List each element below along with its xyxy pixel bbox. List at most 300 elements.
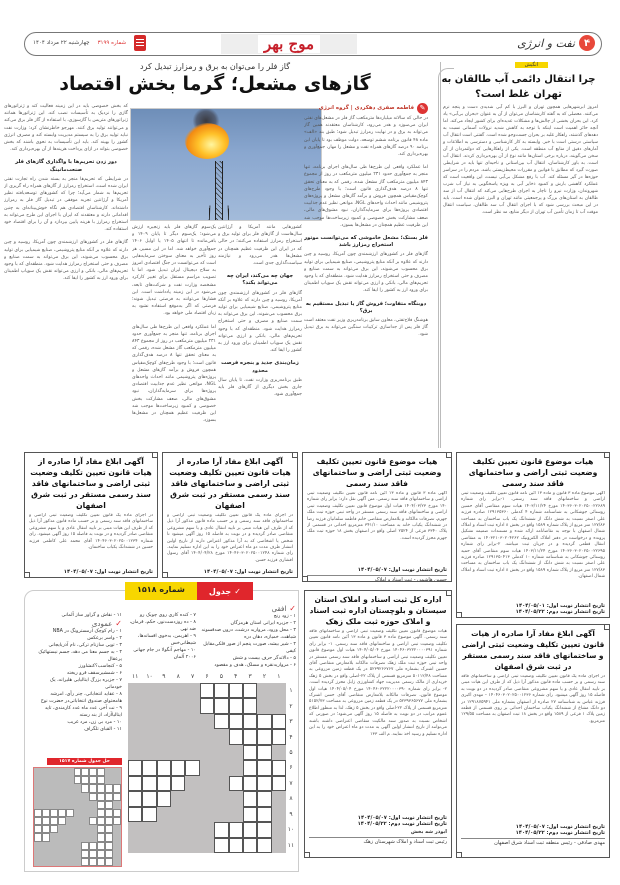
ad-body: هیات موضوع قانون تعیین تکلیف وضعیت ثبتی اراضی و ساختمانهای فاقد سند رسمی. آگهی موضوع ماده ۳ قانون و ماده ۱۳ آئین نامه قانون تعیین تکلیف وضعیت ثبتی اراضی و ساختمانهای فاقد سند رسمی. ۱- برابر رای شماره ۱۴۰۴۶۰۳۲۲۲۰۰۰۰۳۹۱ مورخ ۱۴۰۴/۰۵/۰۴ هیات اول موضوع قانون تعیین تکلیف وضعیت ثبتی اراضی و ساختمانهای فاقد سند رسمی مستقر در واحد ثبتی حوزه ثبت ملک زهک تصرفات مالکانه بلامعارض متقاضی آقای حسین اشترک بشماره ملی ۵۲۳۹۲۶۶۷۶۷ در یک قطعه زمین مزروعی به مساحت ۵۰۱۱۲/۴۸ مترمربع قسمتی از پلاک ۲۲-اصلی واقع در بخش ۵ زهک خریداری از مالک رسمی مدیریت جهاد کشاورزی زابل محرز گردیده است. ۲- برابر رای شماره ۱۴۰۴۶۰۳۲۲۲۰۰۰۰۳۹۰ مورخ ۱۴۰۴/۰۵/۰۴ هیات اول موضوع قانون، تصرفات مالکانه بلامعارض متقاضی آقای حسن اشترک بشماره ملی ۵۲۳۹۳۶۵۶۷۷ در یک قطعه زمین مزروعی به مساحت ۵۱۵۲/۷۳ مترمربع قسمتی از پلاک ۲۲-اصلی واقع در بخش ۵ زهک. لذا به منظور اطلاع عموم مراتب در دو نوبت به فاصله ۱۵ روز آگهی می‌شود؛ در صورتی که اشخاص نسبت به صدور سند مالکیت متقاضی اعتراضی داشته باشند می‌توانند از تاریخ انتشار اولین آگهی به مدت دو ماه اعتراض خود را به این اداره تسلیم و رسید اخذ نمایند. م الف ۱۳۳	[309, 629, 447, 737]
clue: ۲ - واسر برعکس	[87, 636, 122, 641]
grid-cell[interactable]	[229, 714, 243, 729]
solution-cell	[97, 817, 105, 825]
grid-block	[200, 807, 214, 822]
row-number: ۷	[289, 779, 293, 787]
solution-cell	[113, 833, 121, 841]
solution-cell	[74, 817, 82, 825]
grid-block	[214, 776, 228, 791]
grid-cell[interactable]	[142, 776, 156, 791]
solution-cell	[81, 833, 89, 841]
grid-cell[interactable]	[257, 776, 271, 791]
ad-title: آگهی ابلاغ مفاد آرا صادره از هیات قانون تعیین تکلیف وضعیت ثبتی اراضی و ساختمانهای فاقد سند رسمی مستقر در ثبت شرق اصفهان	[169, 457, 291, 510]
solution-title: حل جدول شماره ۱۵۱۷	[47, 758, 122, 765]
ad-date: تاریخ انتشار نوبت اول: ۱۴۰۴/۰۵/۰۷	[203, 569, 293, 575]
grid-block	[229, 791, 243, 806]
solution-cell	[81, 784, 89, 792]
grid-cell[interactable]	[229, 683, 243, 698]
author-name: فاطمه صفری دهکردی | گروه انرژی	[318, 104, 414, 111]
grid-cell[interactable]	[243, 838, 257, 853]
grid-cell[interactable]	[157, 791, 171, 806]
article-column-2	[218, 224, 302, 444]
row-number: ۶	[289, 764, 293, 772]
grid-cell[interactable]	[243, 698, 257, 713]
grid-block	[128, 745, 142, 760]
grid-cell[interactable]	[257, 714, 271, 729]
solution-cell	[42, 776, 50, 784]
section-name: نفت و انرژی	[517, 36, 575, 50]
grid-cell[interactable]	[272, 729, 286, 744]
opinion-body: امروز ابرشهرهایی همچون تهران و البرز با کم آبی شدیدی دست و پنجه نرم می‌کنند. معضلی که به گفته کارشناسان می‌توان از آن به عنوان «بحران بی‌آبی» یاد کرد. این بحران بخشی از چالش‌ها و مشکلات عدیده‌ای برای کشور ایجاد می‌کند. اما آنچه حائز اهمیت است اینکه با توجه به کاهش شدید نزولات آسمانی نسبت به دهه‌های گذشته، راهکار غلبه بر بحران جست‌وجو شده است. گفتنی است انتقال آب سیاستی درستی است با خبر. وابسته به کار کارشناسی و دسترسی به اطلاعات و آمارهای دقیق از منابع آب منطقه است. یکی از راهکارهایی که دولتمردان از آن سخن می‌گویند، درباره برخی استان‌ها مانند نوع از آن بهره‌برداری کردند. انتقال آب است. به باور کارشناسان، انتقال آب بین‌استانی و ناحیه‌ای تنها باید در شرایطی صورت گیرد که مطابق با قوانین و مقررات محیط‌زیستی باشد. مردم را در سراسر حوزه‌ها در گیر مسئله کند. آب با رفع مشکل بی‌آبی نیست، این واقعیت است که عملکرد کاهشی بارش و کمبود ذخایر آبی به ویژه پاسخگویی به نیاز آب شرب شهروندان، وزارت نیرو را ناچار به اجرای طرح‌هایی می‌کند که انتقال آب از سد طالقان به استان‌های بزرگ و پرجمعیتی مانند تهران و البرز عنوان شده است. باید در این مبحث بررسی شود که با اجرای انتقال آب سد طالقان، سیاست انتقال موقت آب تا زمان تأمین آب تهران از دیگر منابع، مد نظر است.	[443, 105, 598, 215]
grid-cell[interactable]	[243, 807, 257, 822]
solution-cell	[97, 858, 105, 866]
solution-cell	[34, 858, 42, 866]
ad-date: تاریخ انتشار نوبت اول: ۱۴۰۴/۰۵/۰۱	[515, 603, 605, 609]
column-number: ۹	[162, 673, 166, 680]
grid-block	[200, 760, 214, 775]
grid-block	[272, 698, 286, 713]
grid-block	[185, 776, 199, 791]
solution-cell	[42, 833, 50, 841]
clue: ۱ - رام کوچک آرمسترونگ در NBA	[52, 629, 122, 634]
grid-cell[interactable]	[128, 807, 142, 822]
grid-cell[interactable]	[229, 776, 243, 791]
clue: ۲ - جزیره ایرانی استان هرمزگان	[230, 621, 296, 626]
solution-cell	[105, 850, 113, 858]
grid-block	[185, 729, 199, 744]
grid-cell[interactable]	[157, 776, 171, 791]
solution-cell	[81, 768, 89, 776]
grid-cell[interactable]	[257, 760, 271, 775]
article-headline[interactable]: گازهای مشعل؛ گرما بخش اقتصاد	[59, 73, 371, 95]
article-column-3	[132, 224, 216, 444]
row-number: ۸	[289, 795, 293, 803]
solution-cell	[58, 833, 66, 841]
grid-block	[272, 838, 286, 853]
opinion-title[interactable]: چرا انتقال دائمی آب طالقان به تهران غلط است؟	[441, 74, 596, 100]
grid-cell[interactable]	[229, 838, 243, 853]
solution-cell	[113, 858, 121, 866]
solution-cell	[89, 833, 97, 841]
down-heading-label: عمودی	[91, 619, 113, 628]
solution-cell	[74, 784, 82, 792]
column-number: ۸	[176, 673, 180, 680]
solution-cell	[97, 825, 105, 833]
ad-date: تاریخ انتشار نوبت اول: ۱۴۰۴/۰۵/۰۷	[63, 569, 153, 575]
solution-cell	[34, 776, 42, 784]
pen-icon: ✎	[417, 103, 428, 114]
opinion-tag: انگیش	[515, 62, 548, 68]
ad-date: تاریخ انتشار نوبت اول: ۱۴۰۴/۰۵/۰۷	[357, 567, 447, 573]
grid-block	[171, 683, 185, 698]
grid-block	[157, 729, 171, 744]
grid-cell[interactable]	[200, 698, 214, 713]
pencil-icon: ✓	[234, 586, 241, 596]
grid-block	[157, 838, 171, 853]
solution-cell	[58, 842, 66, 850]
solution-cell	[66, 776, 74, 784]
solution-cell	[42, 842, 50, 850]
grid-cell[interactable]	[243, 776, 257, 791]
solution-cell	[97, 842, 105, 850]
grid-block	[200, 729, 214, 744]
solution-cell	[50, 793, 58, 801]
clue: ۸ - ده روزدست‌نور، حکم، فرمان، ضد نهی	[129, 620, 196, 632]
grid-cell[interactable]	[214, 714, 228, 729]
crossword-grid[interactable]	[128, 683, 286, 853]
solution-cell	[81, 842, 89, 850]
grid-block	[272, 745, 286, 760]
grid-block	[128, 729, 142, 744]
gas-flare-photo	[130, 108, 322, 221]
solution-cell	[66, 817, 74, 825]
grid-cell[interactable]	[142, 807, 156, 822]
crossword-tab[interactable]	[197, 582, 253, 600]
solution-cell	[113, 825, 121, 833]
grid-block	[185, 807, 199, 822]
ad-date: تاریخ انتشار نوبت اول: ۱۴۰۴/۰۵/۰۷	[515, 824, 605, 830]
grid-column-numbers	[128, 673, 286, 680]
solution-cell	[89, 858, 97, 866]
solution-cell	[50, 768, 58, 776]
solution-cell	[42, 850, 50, 858]
grid-cell[interactable]	[243, 745, 257, 760]
solution-cell	[74, 833, 82, 841]
article-paragraph: هوشنگ فلاح‌تفتی، معاون سابق برنامه‌ریزی وزیر نفت معتقد است گاز فلر پس از جداسازی ترکیبات سنگین می‌تواند به برق تبدیل شود.	[304, 318, 428, 338]
legal-ad-1	[456, 452, 610, 618]
solution-cell	[89, 784, 97, 792]
solution-cell	[81, 825, 89, 833]
solution-cell	[58, 850, 66, 858]
ad-body: در اجرای ماده یک قانون تعیین تکلیف وضعیت ثبتی اراضی و ساختمانهای فاقد سند رسمی و بر حسب ماده قانون مذکور آرا ذیل که از طرف این هیات مبنی بر تایید انتقال عادی و یا سهم مشروعی متقاضی صادر گردیده و در نوبت به فاصله ۱۵ روز آگهی میشود. رای شماره ۱۴۰۴۶۰۳۰۲۰۲۵۰۰۱۲۳۴ آقای محمد علی کاظمی فرزند حسین در ششدانگ یکباب ساختمان.	[29, 513, 153, 551]
grid-cell[interactable]	[257, 838, 271, 853]
grid-cell[interactable]	[214, 822, 228, 837]
grid-block	[185, 838, 199, 853]
grid-cell[interactable]	[142, 791, 156, 806]
grid-block	[272, 683, 286, 698]
solution-cell	[89, 817, 97, 825]
solution-cell	[74, 768, 82, 776]
solution-cell	[113, 801, 121, 809]
grid-cell[interactable]	[272, 714, 286, 729]
article-subhead: فلر بستک؛ مشعل خاموشی که می‌توانست موتور استخراج رمزارز باشد	[304, 235, 428, 249]
flare-stack-base	[209, 205, 230, 221]
solution-cell	[50, 850, 58, 858]
clue-list	[196, 613, 296, 669]
solution-cell	[89, 768, 97, 776]
grid-block	[214, 745, 228, 760]
grid-cell[interactable]	[243, 822, 257, 837]
grid-block	[185, 745, 199, 760]
grid-row-numbers	[286, 683, 296, 853]
grid-block	[229, 807, 243, 822]
ad-date: تاریخ انتشار نوبت اول: ۱۴۰۴/۰۵/۰۷	[357, 815, 447, 821]
section-header	[517, 35, 595, 51]
row-number: ۱۰	[287, 826, 295, 834]
solution-cell	[50, 801, 58, 809]
solution-cell	[34, 768, 42, 776]
solution-cell	[113, 768, 121, 776]
clue-list	[34, 628, 122, 733]
legal-ad-4	[24, 452, 158, 578]
solution-cell	[81, 850, 89, 858]
grid-block	[200, 745, 214, 760]
solution-cell	[58, 768, 66, 776]
grid-cell[interactable]	[214, 683, 228, 698]
masthead	[24, 32, 602, 56]
clue: ۷ - کنده کاری روی چوبک رو	[139, 613, 196, 618]
grid-block	[171, 822, 185, 837]
solution-cell	[89, 801, 97, 809]
solution-cell	[97, 776, 105, 784]
article-column-1	[304, 103, 428, 443]
solution-cell	[74, 809, 82, 817]
grid-cell[interactable]	[171, 760, 185, 775]
solution-cell	[89, 809, 97, 817]
grid-cell[interactable]	[128, 791, 142, 806]
solution-cell	[42, 784, 50, 792]
grid-cell[interactable]	[229, 698, 243, 713]
clue: ۳ - توپی سازنام ترکی، نام آذربایجانی	[48, 643, 122, 648]
clue: ۱ - زود رنج	[273, 614, 296, 619]
grid-cell[interactable]	[229, 822, 243, 837]
clue: ۱۱ - نقاش و گراور ساز آلمانی	[61, 613, 122, 618]
solution-cell	[105, 842, 113, 850]
article-subhead: زمان‌بندی جدید و بنجره فرصت محدود	[221, 360, 299, 374]
clue: ۶ - شمشیرسقف فرو ریخته	[66, 671, 122, 676]
issue-number: شماره ۳۱۹۹	[97, 40, 127, 46]
ad-date: تاریخ انتشار نوبت دوم: ۱۴۰۴/۰۵/۲۲	[515, 830, 605, 836]
grid-block	[257, 683, 271, 698]
newspaper-icon	[134, 35, 146, 51]
grid-cell[interactable]	[128, 776, 142, 791]
article-paragraph: طبق برنامه‌ریزی وزارت نفت، تا پایان سال جاری بخش دیگری از گازهای فلر باید جمع‌آوری شود.	[218, 377, 302, 398]
grid-block	[142, 698, 156, 713]
grid-block	[142, 714, 156, 729]
ad-signer: ابوذر شه بخش	[410, 829, 447, 835]
column-number: ۵	[219, 673, 223, 680]
row-number: ۱	[289, 687, 293, 695]
grid-block	[171, 745, 185, 760]
previous-solution-grid	[33, 767, 122, 867]
ad-title: هیات موضوع قانون تعیین تکلیف وضعیت ثبتی اراضی و ساختمانهای فاقد سند رسمی	[468, 457, 598, 488]
grid-block	[272, 807, 286, 822]
article-paragraph: کشورهایی مانند آمریکا و آرژانتین سال‌هاست از گازهای فلر برای تولید برق و استخراج رمزارز استفاده می‌کنند؛ در حالی که در ایران این ظرفیت عظیم همچنان در مشعل‌ها هدر می‌رود و نیازمند سیاست‌گذاری جدی است.	[218, 225, 302, 267]
grid-block	[200, 714, 214, 729]
grid-block	[214, 729, 228, 744]
solution-cell	[97, 801, 105, 809]
grid-cell[interactable]	[243, 683, 257, 698]
solution-cell	[42, 825, 50, 833]
solution-cell	[105, 776, 113, 784]
across-heading	[196, 604, 296, 613]
grid-block	[185, 714, 199, 729]
ad-signer	[29, 577, 153, 578]
grid-cell[interactable]	[272, 776, 286, 791]
solution-cell	[50, 842, 58, 850]
check-mark-icon: ✓	[289, 604, 296, 613]
legal-ad-2	[302, 452, 452, 582]
clue: ۶ - مروارید‌نقره و مسلک، هدف و مقصود	[214, 663, 296, 668]
grid-block	[128, 714, 142, 729]
article-paragraph: گازهای فلر در کشورهای ارزشمندی چون آمریکا، روسیه و چین دارند که علاوه بر آنکه منابع پتروشیمی، صنایع شیمیایی برای تولید برق محسوب می‌شوند، این برق می‌تواند به سمت صنایع و مصرف و حتی استخراج رمزارز هدایت شود. منطقه‌ای که با وجود تحریم‌های مالی، بانکی و ارزی می‌تواند نقش یک سوپاپ اطمینان برای ورود ارز به کشور را ایفا کند.	[304, 252, 428, 294]
newspaper-logo[interactable]: موج بهر	[258, 35, 320, 53]
solution-cell	[34, 793, 42, 801]
solution-cell	[97, 784, 105, 792]
article-intro: در حالی که سالانه میلیاردها مترمکعب گاز فلر در مشعل‌های نفتی ایران می‌سوزد و هدر می‌رود، کارشناسان معتقدند همین گاز می‌تواند به برق و در نهایت رمزارز تبدیل شود؛ طبق بند «الف» ماده ۴۸ قانون برنامه ششم توسعه، دولت موظف بود تا پایان این برنامه ۹۰ درصد گازهای همراه نفت و مشعل را مهار، جمع‌آوری و بهره‌برداری کند.	[304, 116, 428, 158]
grid-cell[interactable]	[257, 791, 271, 806]
grid-cell[interactable]	[257, 822, 271, 837]
grid-cell[interactable]	[229, 729, 243, 744]
solution-cell	[50, 776, 58, 784]
solution-cell	[34, 850, 42, 858]
across-clues-cont	[126, 612, 196, 661]
clue: ۸ - عقاید انتخاباتی، چنر رأی، امرشه هامحتوای صندوق انتخاباتی‌در حضرت نوح	[40, 692, 122, 704]
grid-cell[interactable]	[257, 729, 271, 744]
grid-cell[interactable]	[272, 760, 286, 775]
solution-cell	[58, 793, 66, 801]
solution-cell	[89, 776, 97, 784]
ad-signer-title: رئیس ثبت اسناد و املاک شهرستان زهک	[309, 837, 447, 845]
article-subhead: دوبنگاه متفاوت؛ فروش گاز یا تبدیل مستقیم به برق؟	[305, 300, 427, 314]
solution-cell	[113, 776, 121, 784]
grid-cell[interactable]	[185, 760, 199, 775]
solution-cell	[105, 768, 113, 776]
grid-cell[interactable]	[257, 807, 271, 822]
ad-body: آگهی ماده ۳ قانون و ماده ۱۳ آئین نامه قانون تعیین تکلیف وضعیت ثبتی اراضی و ساختمانهای فاقد سند رسمی. متن آگهی نقل دارد: برابر رای شماره ۱۴۰ مورخ ۱۴۰۴/۰۳/۲۳ هیات اول موضوع قانون تعیین تکلیف وضعیت ثبتی اراضی و ساختمانهای فاقد سند رسمی مستقر در واحد ثبتی حوزه ثبت ملک جهرم، تصرفات مالکانه و بلامعارض متقاضی خانم فاطمه سلمانیان فرزند رضا در ششدانگ یکباب خانه به مساحت ۳۴۱/۱۰ مترمربع احداثی در قسمتی از پلاک ۳۳۴۰ فرعی از ۲۵۲۴ اصلی واقع در اصفهان بخش ۱۸ حوزه ثبت ملک جهرم محرز گردیده است.	[307, 491, 447, 541]
grid-block	[257, 698, 271, 713]
grid-cell[interactable]	[214, 698, 228, 713]
grid-cell[interactable]	[243, 760, 257, 775]
solution-cell	[105, 858, 113, 866]
solution-cell	[97, 768, 105, 776]
row-number: ۵	[289, 749, 293, 757]
grid-block	[171, 714, 185, 729]
article-paragraph: گازهای فلر در کشورهای ارزشمندی چون آمریکا، روسیه و چین دارند که علاوه بر آنکه منابع پتروشیمی، صنایع شیمیایی برای تولید برق محسوب می‌شوند، این برق می‌تواند به سمت صنایع و مصرف و حتی استخراج رمزارز هدایت شود. منطقه‌ای که با وجود تحریم‌های مالی، بانکی و ارزی می‌تواند نقش یک سوپاپ اطمینان برای ورود ارز به کشور را ایفا کند.	[218, 290, 302, 354]
article-paragraph: گازهای فلر در کشورهای ارزشمندی چون آمریکا، روسیه و چین دارند که علاوه بر آنکه منابع پتروشیمی، صنایع شیمیایی برای تولید برق محسوب می‌شوند، این برق می‌تواند به سمت صنایع و مصرف و حتی استخراج رمزارز هدایت شود. منطقه‌ای که با وجود تحریم‌های مالی، بانکی و ارزی می‌تواند نقش یک سوپاپ اطمینان برای ورود ارز به کشور را ایفا کند.	[4, 240, 128, 282]
grid-block	[229, 760, 243, 775]
solution-cell	[105, 825, 113, 833]
row-number: ۱۱	[287, 841, 295, 849]
grid-block	[200, 791, 214, 806]
grid-cell[interactable]	[200, 683, 214, 698]
column-number: ۲	[262, 673, 267, 680]
solution-cell	[66, 825, 74, 833]
solution-cell	[89, 793, 97, 801]
grid-cell[interactable]	[243, 729, 257, 744]
grid-block	[142, 745, 156, 760]
grid-cell[interactable]	[157, 760, 171, 775]
check-mark-icon: ✓	[115, 619, 122, 628]
column-number: ۱	[277, 673, 281, 680]
grid-block	[157, 807, 171, 822]
grid-block	[229, 745, 243, 760]
solution-cell	[81, 809, 89, 817]
grid-block	[157, 714, 171, 729]
grid-cell[interactable]	[171, 776, 185, 791]
row-number: ۲	[289, 702, 293, 710]
solution-cell	[113, 793, 121, 801]
crossword-number: شماره ۱۵۱۸	[125, 582, 197, 600]
clue: ۴ - به جسم معنا می دهد، جسم نیستهائیک پرعقال	[38, 650, 122, 662]
grid-block	[272, 822, 286, 837]
grid-cell[interactable]	[243, 791, 257, 806]
solution-cell	[74, 850, 82, 858]
solution-cell	[74, 776, 82, 784]
solution-cell	[74, 793, 82, 801]
clue: ۳ - محل ورود، مروارید درشت، درون صدفسوند شباهت، خمیازه، دهان دره	[201, 628, 296, 640]
clue: ۵ - دالاندگر حرف بیست و شش	[232, 656, 296, 661]
solution-cell	[58, 776, 66, 784]
grid-block	[157, 745, 171, 760]
solution-cell	[34, 801, 42, 809]
issue-date: چهارشنبه ۲۲ مرداد ۱۴۰۴	[33, 40, 90, 46]
solution-cell	[42, 817, 50, 825]
grid-cell[interactable]	[214, 838, 228, 853]
solution-cell	[42, 858, 50, 866]
grid-block	[272, 791, 286, 806]
solution-cell	[74, 801, 82, 809]
ad-signer	[461, 617, 605, 618]
solution-cell	[58, 858, 66, 866]
legal-ad-3	[162, 452, 298, 578]
article-column-4	[4, 103, 128, 443]
column-number: ۱۱	[131, 673, 139, 680]
down-clues	[34, 612, 122, 733]
column-number: ۱۰	[146, 673, 153, 680]
clue: ۱۰ - مهاجم آنگولا در جام جهانی ۲۰۰۶ آلمان	[133, 648, 196, 660]
across-heading-label: افقی	[271, 604, 287, 613]
solution-cell	[105, 817, 113, 825]
solution-cell	[34, 833, 42, 841]
solution-cell	[50, 817, 58, 825]
grid-cell[interactable]	[257, 745, 271, 760]
article-paragraph: در شرایطی که تحریم‌ها منجر به بسته شدن راه تجارت نفتی ایران شده است، استخراج رمزارز از گازهای همراه راه گریزی از تحریم‌ها به شمار می‌آید؛ چرا که کشورهای توسعه‌یافته نظیر آمریکا و آرژانتین تجربه موفقی در تبدیل گاز فلر به رمزارز داشته‌اند. کارشناسان اقتصادی هم نگاه خوش‌بینانه‌ای به چنین اقداماتی دارند و معتقدند که ایران با اجرای این طرح می‌تواند به استخراج رمزارز با هزینه پایین بپردازد و آن را برای اقتصاد خود استفاده کند.	[4, 176, 128, 233]
clue: ۹ - نت آخر، عدد ماه عدد کارمندی، تاپد ایتالیاآزاد، از بند رسته	[44, 706, 122, 718]
author-line	[304, 103, 428, 114]
solution-cell	[66, 768, 74, 776]
grid-block	[214, 791, 228, 806]
solution-cell	[113, 817, 121, 825]
grid-block	[157, 822, 171, 837]
solution-cell	[97, 809, 105, 817]
solution-cell	[66, 833, 74, 841]
solution-cell	[105, 809, 113, 817]
solution-cell	[113, 850, 121, 858]
ad-body: در اجرای ماده یک قانون تعیین تکلیف وضعیت ثبتی اراضی و ساختمانهای فاقد سند رسمی و بر حسب ماده قانون مذکور آرا ذیل که از طرف این هیات مبنی بر تایید انتقال عادی و یا سهم مشروعی متقاضی صادر گردیده و در نوبت به فاصله ۱۵ روز آگهی میشود تا شخص یا اشخاصی که به آرا مذکور اعتراض دارند از تاریخ اولین انتشار ظرف مدت دو ماه اعتراض خود را به این اداره تسلیم نمایند. رای شماره ۱۴۰۴۶۰۳۰۲۰۲۵۰۰۱۲۴۸ مورخ ۱۴۰۴/۰۴/۲۸ آقای رسول افشاری فرزند حسن.	[167, 513, 293, 563]
solution-cell	[105, 793, 113, 801]
clue-list	[126, 612, 196, 661]
solution-cell	[89, 842, 97, 850]
solution-cell	[58, 784, 66, 792]
solution-cell	[66, 858, 74, 866]
solution-cell	[66, 793, 74, 801]
grid-block	[171, 807, 185, 822]
ad-title: آگهی ابلاغ مفاد آرا صادره از هیات قانون تعیین تکلیف وضعیت ثبتی اراضی و ساختمانهای فاقد سند رسمی مستقر در ثبت شرق اصفهان	[30, 457, 152, 510]
grid-block	[128, 683, 142, 698]
article-subhead: دور زدن تحریم‌ها با واگذاری گازهای فلر صنعت‌مانینگ	[15, 159, 117, 173]
grid-cell[interactable]	[128, 760, 142, 775]
grid-cell[interactable]	[243, 714, 257, 729]
solution-cell	[97, 850, 105, 858]
solution-cell	[66, 801, 74, 809]
grid-cell[interactable]	[142, 760, 156, 775]
solution-cell	[74, 842, 82, 850]
grid-block	[171, 729, 185, 744]
article-paragraph: اما عملکرد واقعی این طرح‌ها طی سال‌های اجرای برنامه، تنها منجر به جمع‌آوری حدود ۲۳۱ میلیون مترمکعب در روز از مجموع ۸۴۳ میلیون مترمکعب گاز مشعل شده، رقمی که به معنای تحقق تنها ۸ درصد هدف‌گذاری قانون است؛ با وجود طرح‌های کوچک‌مقیاس همچون فروش و برآمد گازهای مشعل و پروژه‌های پتروشیمی مانند احداث واحدهای NGL، موانعی نظیر عدم جذابیت اقتصادی پروژه‌ها برای سرمایه‌گذاران، نبود مشوق‌های مالی، ضعف مشارکت بخش خصوصی و کمبود زیرساخت‌ها موجب شد این ظرفیت عظیم همچنان در مشعل‌ها بسوزد.	[132, 324, 216, 424]
clue: ۱۱ - القبای تلگراف	[84, 727, 122, 732]
ad-body: در اجرای ماده یک قانون تعیین تکلیف وضعیت ثبتی اراضی و ساختمانهای فاقد سند رسمی و بر حسب ماده قانون مذکور آرا ذیل که از طرف این هیات مبنی بر تایید انتقال عادی و یا سهم مشروعی متقاضی صادر گردیده در دو نوبت به فاصله ۱۵ روز آگهی میشود. رای شماره ۱۴۰۴۶۰۳۰۲۰۲۵۰۰۱۲۳۶ – مهدی اکبری فرزند عباس به شناسنامه ۲۷ صادره از اصفهان بشماره ملی ۱۲۹۱۸۷۵۹۴۱ در دو دانگ مشاع از ششدانگ یکباب ساختمان احداثی بر روی قسمتی از قطعه زمین پلاک ۱ فرعی از ۱۵۸۹ واقع در بخش ۱۸ ثبت اصفهان به مساحت ۱۲۹/۵۵ مترمربع.	[461, 674, 605, 724]
solution-cell	[50, 833, 58, 841]
